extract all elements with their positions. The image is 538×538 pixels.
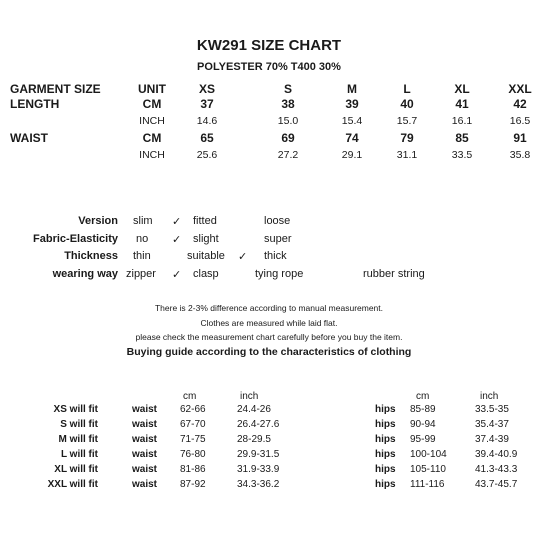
size-header-xl: XL [454,82,470,96]
size-header-xs: XS [198,82,216,96]
version-row [0,215,538,231]
option-super: super [264,233,292,245]
value-cell: 41 [455,97,469,111]
value-cell: 16.5 [509,115,531,127]
value-cell: 42 [513,97,527,111]
waist-cm-value: 71-75 [180,434,206,445]
fit-row-s [0,419,538,434]
hips-cm-value: 105-110 [410,464,446,475]
value-cell: 33.5 [451,149,473,161]
hips-inch-header: inch [480,391,499,402]
hips-inch-value: 39.4-40.9 [475,449,518,460]
waist-cm-header: cm [183,391,197,402]
option-clasp: clasp [193,268,219,280]
value-cell: 35.8 [509,149,531,161]
fit-size-label: XS will fit [53,404,98,415]
value-cell: 38 [281,97,295,111]
chart-title: KW291 SIZE CHART [196,37,342,54]
row-label: LENGTH [10,97,60,111]
version-label: Version [78,215,118,227]
value-cell: 69 [281,131,295,145]
waist-inch-value: 26.4-27.6 [237,419,280,430]
waist-inch-value: 24.4-26 [237,404,271,415]
hips-label: hips [375,449,396,460]
option-slight: slight [193,233,219,245]
value-cell: 37 [200,97,214,111]
option-suitable: suitable [187,250,225,262]
waist-cm-value: 67-70 [180,419,206,430]
hips-inch-value: 35.4-37 [475,419,509,430]
waist-cm-value: 62-66 [180,404,206,415]
unit-cell: CM [142,97,162,111]
value-cell: 85 [455,131,469,145]
hips-label: hips [375,479,396,490]
hips-cm-value: 90-94 [410,419,436,430]
note-laid-flat: Clothes are measured while laid flat. [200,318,338,328]
waist-inch-header: inch [240,391,259,402]
value-cell: 25.6 [196,149,218,161]
value-cell: 31.1 [396,149,418,161]
buying-guide-title: Buying guide according to the characteristics of clothing [126,346,412,358]
unit-header: UNIT [138,82,166,96]
unit-cell: INCH [139,115,165,127]
hips-label: hips [375,419,396,430]
row-label: WAIST [10,131,48,145]
value-cell: 15.0 [277,115,299,127]
waist-inch-value: 34.3-36.2 [237,479,280,490]
option-tying-rope: tying rope [255,268,304,280]
option-thin: thin [133,250,151,262]
value-cell: 65 [200,131,214,145]
waist-label: waist [132,479,158,490]
hips-cm-value: 95-99 [410,434,436,445]
length-inch-row [0,115,538,131]
checkmark-icon: ✓ [172,216,182,228]
value-cell: 15.4 [341,115,363,127]
waist-cm-value: 87-92 [180,479,206,490]
size-header-l: L [403,82,411,96]
waist-label: waist [132,464,158,475]
fit-size-label: L will fit [60,449,98,460]
option-rubber-string: rubber string [363,268,425,280]
waist-inch-value: 29.9-31.5 [237,449,280,460]
fabric-elasticity-row [0,233,538,249]
fit-row-xs [0,404,538,419]
waist-label: waist [132,404,158,415]
option-zipper: zipper [126,268,156,280]
option-fitted: fitted [193,215,217,227]
hips-cm-value: 111-116 [410,479,445,490]
size-header-s: S [283,82,293,96]
waist-cm-value: 81-86 [180,464,206,475]
size-header-m: M [347,82,357,96]
waist-label: waist [132,449,158,460]
option-thick: thick [264,250,287,262]
size-header-row [0,82,538,98]
value-cell: 27.2 [277,149,299,161]
waist-label: waist [132,419,158,430]
fit-size-label: M will fit [58,434,98,445]
option-loose: loose [264,215,291,227]
hips-cm-header: cm [416,391,430,402]
hips-inch-value: 33.5-35 [475,404,509,415]
value-cell: 14.6 [196,115,218,127]
hips-label: hips [375,464,396,475]
waist-inch-value: 28-29.5 [237,434,271,445]
size-header-xxl: XXL [508,82,532,96]
checkmark-icon: ✓ [172,269,182,281]
value-cell: 16.1 [451,115,473,127]
waist-cm-row [0,131,538,147]
note-difference: There is 2-3% difference according to manual measurement. [154,303,384,313]
value-cell: 74 [345,131,359,145]
value-cell: 15.7 [396,115,418,127]
waist-cm-value: 76-80 [180,449,206,460]
value-cell: 79 [400,131,414,145]
waist-label: waist [132,434,158,445]
hips-inch-value: 43.7-45.7 [475,479,518,490]
thickness-row [0,250,538,266]
fit-row-xxl [0,479,538,494]
value-cell: 91 [513,131,527,145]
value-cell: 40 [400,97,414,111]
fit-row-m [0,434,538,449]
wearing-way-row [0,268,538,284]
fit-size-label: XL will fit [54,464,98,475]
option-slim: slim [133,215,153,227]
value-cell: 39 [345,97,359,111]
checkmark-icon: ✓ [238,251,248,263]
checkmark-icon: ✓ [172,234,182,246]
fit-size-label: XXL will fit [47,479,98,490]
fit-size-label: S will fit [60,419,98,430]
hips-cm-value: 100-104 [410,449,447,460]
garment-size-header: GARMENT SIZE [10,82,101,96]
fit-row-xl [0,464,538,479]
value-cell: 29.1 [341,149,363,161]
hips-inch-value: 41.3-43.3 [475,464,518,475]
waist-inch-value: 31.9-33.9 [237,464,280,475]
hips-inch-value: 37.4-39 [475,434,509,445]
unit-cell: INCH [139,149,165,161]
thickness-label: Thickness [64,250,118,262]
waist-inch-row [0,149,538,165]
fit-row-l [0,449,538,464]
hips-label: hips [375,434,396,445]
hips-label: hips [375,404,396,415]
fabric-elasticity-label: Fabric-Elasticity [33,233,118,245]
wearing-way-label: wearing way [52,268,118,280]
note-check-chart: please check the measurement chart carefully before you buy the item. [135,332,403,342]
length-cm-row [0,97,538,113]
fabric-composition: POLYESTER 70% T400 30% [197,61,341,73]
unit-cell: CM [142,131,162,145]
option-no: no [136,233,149,245]
hips-cm-value: 85-89 [410,404,436,415]
